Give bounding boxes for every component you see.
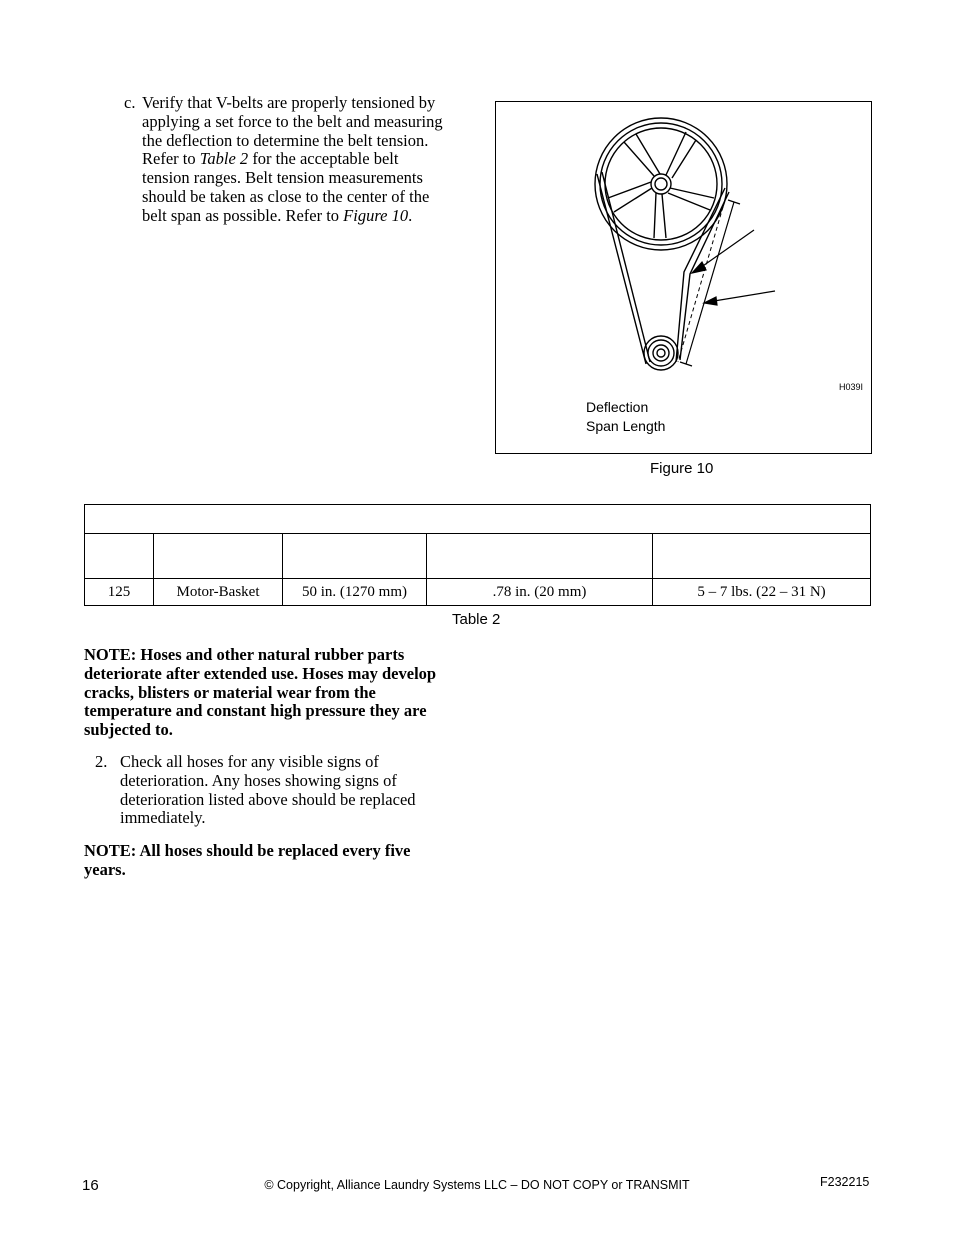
small-pulley [644,336,678,370]
span-length-arrow [704,291,775,305]
table-row [85,579,871,606]
label-span-length: Span Length [586,418,666,434]
note-line: cracks, blisters or material wear from the [84,682,376,702]
step-2-line: deterioration listed above should be replaced [120,789,416,809]
footer-copyright: © Copyright, Alliance Laundry Systems LLC – DO NOT COPY or TRANSMIT [264,1178,690,1192]
note-line: NOTE: Hoses and other natural rubber parts [84,645,405,664]
figure-code: H039I [838,382,863,392]
table-header-cell [154,534,283,579]
step-c-line: belt span as possible. Refer to Figure 10. [142,205,413,225]
deflection-dashed-line [678,200,725,362]
table-header-cell [653,534,871,579]
note-line: years. [84,859,126,879]
large-pulley [595,118,727,250]
figure-caption: Figure 10 [650,460,714,477]
step-2-line: immediately. [120,808,206,828]
note-line: NOTE: All hoses should be replaced every five [84,841,411,860]
table-header-cell [85,534,154,579]
note-hoses-replacement [84,842,464,880]
step-c-line: should be taken as close to the center of the [142,186,430,206]
document-code: F232215 [820,1175,870,1189]
figure-10-box [495,101,872,454]
step-c-line: applying a set force to the belt and measuring [142,111,443,131]
step-c-line: Refer to Table 2 for the acceptable belt [142,149,399,169]
figure-10-reference[interactable]: Figure 10 [343,205,409,225]
table-cell-deflection: .78 in. (20 mm) [427,579,653,606]
step-c-marker: c. [124,93,136,112]
step-c-line: tension ranges. Belt tension measurements [142,168,423,188]
note-line: temperature and constant high pressure they are [84,701,427,721]
note-line: subjected to. [84,720,173,740]
step-2-line: deterioration. Any hoses showing signs of [120,770,397,790]
table-cell-force: 5 – 7 lbs. (22 – 31 N) [653,579,871,606]
step-c-line: Verify that V-belts are properly tensioned by [142,93,436,112]
table-cell-span-length: 50 in. (1270 mm) [283,579,427,606]
table-2-reference[interactable]: Table 2 [199,149,249,169]
step-c-line: the deflection to determine the belt tension. [142,130,429,150]
table-cell-belt: Motor-Basket [154,579,283,606]
note-hoses-deterioration [84,646,464,740]
step-2-line: Check all hoses for any visible signs of [120,752,379,771]
table-cell-model: 125 [85,579,154,606]
table-caption: Table 2 [452,611,501,628]
step-2-marker: 2. [95,752,108,771]
table-title [85,505,871,534]
note-line: deteriorate after extended use. Hoses may develop [84,663,437,683]
table-header-cell [283,534,427,579]
belt-tension-table [84,504,871,606]
belt-drive-diagram [496,102,871,453]
table-header-cell [427,534,653,579]
page-number: 16 [82,1177,99,1194]
label-deflection: Deflection [586,399,649,415]
